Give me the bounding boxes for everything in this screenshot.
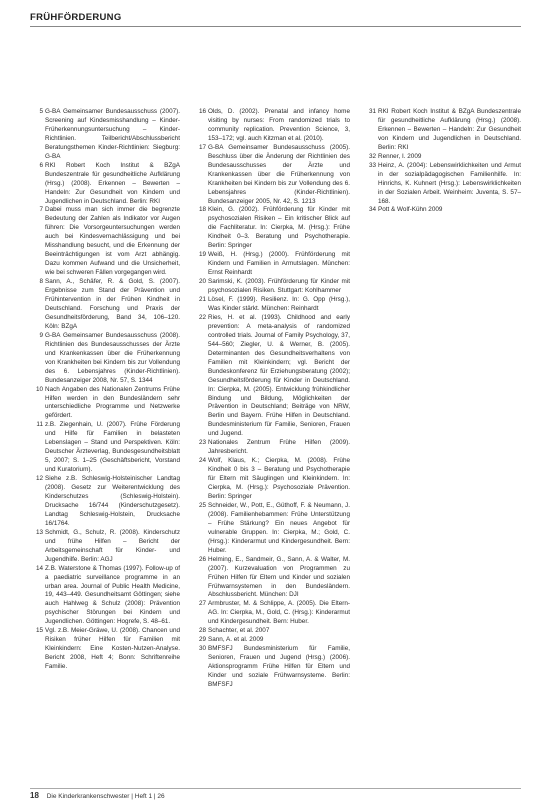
reference-text: RKI Robert Koch Institut & BZgA Bundeszentrale für gesundheitliche Aufklärung (Hrsg.) (2008). Erkennen – Bewerten – Handeln: Zur Gesundheit von Kindern und Jugendlichen in Deutschland. Berlin: RKI [45,161,180,205]
reference-item [30,108,180,162]
reference-number: 13 [35,528,43,536]
reference-column-1 [30,108,180,672]
reference-item [193,144,350,207]
reference-text: Siehe z.B. Schleswig-Holsteinischer Landtag (2008). Gesetz zur Weiterentwicklung des Kinderschutzes (Schleswig-Holstein). Drucksache 16/744 (Kinderschutzgesetz). Landtag Schleswig-Holstein, Drucksache 16/1764. [45,475,180,527]
reference-item [193,314,350,439]
reference-item [30,529,180,565]
reference-text: G-BA Gemeinsamer Bundesausschuss (2005). Beschluss über die Änderung der Richtlinien des Bundesausschusses der Ärzte und Krankenkassen über die Früherkennung von Krankheiten bei Kindern bis zur Vollendung des 6. Lebensjahres (Kinder-Richtlinien). Bundesanzeiger 2005, Nr. 42, S. 1213 [208,143,350,205]
reference-item [30,386,180,422]
reference-item [193,296,350,314]
reference-text: Renner, I. 2009 [378,152,422,160]
reference-number: 31 [368,108,376,115]
reference-text: z.B. Ziegenhain, U. (2007). Frühe Förderung und Hilfe für Familien in belasteten Lebenslagen – Stand und Perspektiven. Köln: Deutscher Ärzteverlag, Bundesgesundheitsblatt 5, 2007; S. 1–25 (Geschäftsbericht, Vorstand und Kuratorium). [45,421,180,474]
reference-number: 18 [198,206,206,214]
reference-text: Olds, D. (2002). Prenatal and infancy home visiting by nurses: From randomized trials to community replication. Prevention Science, 3, 153–172; vgl. auch Kitzman et al. (2010). [208,108,350,142]
reference-item [193,600,350,627]
reference-text: G-BA Gemeinsamer Bundesausschuss (2008). Richtlinien des Bundesausschusses der Ärzte und Krankenkassen über die Früherkennung von Krankheiten bei Kindern bis zur Vollendung des 6. Lebensjahres (Kinder-Richtlinien). Bundesanzeiger 2008, Nr. 57, S. 1344 [45,331,180,384]
reference-item [193,556,350,601]
reference-text: Klein, G. (2002). Frühförderung für Kinder mit psychosozialen Risiken – Ein kritischer Blick auf die Fachliteratur. In: Cierpka, M. (Hrsg.): Frühe Kindheit 0–3. Beratung und Psychotherapie. Berlin: Springer [208,206,350,250]
reference-item [193,251,350,278]
reference-item [193,439,350,457]
reference-item [193,206,350,251]
reference-number: 28 [198,627,206,635]
reference-number: 5 [39,108,43,115]
reference-text: Schneider, W., Pott, E., Güthoff, F. & Neumann, J. (2008). Familienhebammen: Frühe Unterstützung – Frühe Stärkung? Ein neues Angebot für vulnerable Gruppen. In: Cierpka, M.; Gold, C. (Hrsg.): Kinderarmut und Kindergesundheit. Bern: Huber. [208,501,350,554]
reference-item [30,332,180,386]
reference-number: 19 [198,251,206,259]
reference-number: 14 [35,564,43,572]
reference-number: 12 [35,475,43,483]
reference-text: Sann, A., Schäfer, R. & Gold, S. (2007). Ergebnisse zum Stand der Prävention und Frühintervention in der Frühen Kindheit in Deutschland. Forschung und Praxis der Gesundheitsförderung, Band 34, 106–120. Köln: BZgA [45,278,180,330]
reference-item [363,162,521,207]
reference-number: 17 [198,143,206,151]
reference-text: Schachter, et al. 2007 [208,627,270,635]
journal-line: Die Kinderkrankenschwester | Heft 1 | 26 [46,793,165,800]
reference-column-2 [193,108,350,690]
reference-text: Schmidt, G., Schulz, R. (2008). Kinderschutz und frühe Hilfen – Bericht der Arbeitsgemeinschaft für Kinder- und Jugendhilfe. Berlin: AGJ [45,528,180,563]
reference-number: 23 [198,439,206,447]
reference-item [30,421,180,475]
section-label: FRÜHFÖRDERUNG [30,12,122,23]
reference-text: Pott & Wolf-Kühn 2009 [378,206,443,214]
reference-text: Vgl. z.B. Meier-Gräwe, U. (2008). Chancen und Risiken früher Hilfen für Familien mit Kleinkindern: Eine Kosten-Nutzen-Analyse. Bericht 2008, Heft 4; Bonn: Schriftenreihe Familie. [45,627,180,671]
reference-number: 32 [368,152,376,160]
reference-text: Sann, A. et al. 2009 [208,636,264,644]
reference-number: 15 [35,627,43,635]
reference-number: 22 [198,313,206,321]
reference-number: 9 [39,331,43,339]
reference-text: RKI Robert Koch Institut & BZgA Bundeszentrale für gesundheitliche Aufklärung (Hrsg.) (2008). Erkennen – Bewerten – Handeln: Zur Gesundheit von Kindern und Jugendlichen in Deutschland. Berlin: RKI [378,108,521,151]
page-footer [30,791,165,800]
reference-item [363,153,521,162]
reference-number: 26 [198,555,206,563]
reference-text: Sarimski, K. (2003). Frühförderung für Kinder mit psychosozialen Risiken. Stuttgart: Kohlhammer [208,278,350,295]
reference-number: 29 [198,636,206,644]
reference-number: 16 [198,108,206,115]
reference-number: 8 [39,278,43,286]
reference-text: Lösel, F. (1999). Resilienz. In: G. Opp (Hrsg.), Was Kinder stärkt. München: Reinhardt [208,296,350,312]
reference-item [30,475,180,529]
reference-number: 21 [198,296,206,304]
reference-number: 24 [198,457,206,465]
reference-number: 25 [198,501,206,509]
reference-item [193,108,350,144]
reference-column-3 [363,108,521,215]
footer-divider [30,788,521,789]
reference-text: Z.B. Waterstone & Thomas (1997). Follow-up of a paediatric surveillance programme in an urban area. Journal of Public Health Medicine, 19, 443–449. Gesundheitsamt Göttingen; siehe auch Hahlweg & Schulz (2008): Prävention psychischer Störungen bei Kindern und Jugendlichen. Göttingen: Hogrefe, S. 48–61. [45,564,180,626]
header-divider [30,26,521,27]
reference-item [193,278,350,296]
reference-number: 30 [198,645,206,653]
reference-text: Helming, E., Sandmeir, G., Sann, A. & Walter, M. (2007). Kurzevaluation von Programmen zu Frühen Hilfen für Eltern und Kinder und sozialen Frühwarnsystemen in den Bundesländern. Abschlussbericht. München: DJI [208,555,350,599]
reference-item [193,645,350,690]
reference-item [30,278,180,332]
reference-number: 10 [35,385,43,393]
reference-text: Weiß, H. (Hrsg.) (2000). Frühförderung mit Kindern und Familien in Armutslagen. München: Ernst Reinhardt [208,251,350,277]
reference-text: Wolf, Klaus, K.; Cierpka, M. (2008). Frühe Kindheit 0 bis 3 – Beratung und Psychotherapie für Eltern mit Säuglingen und Kleinkindern. In: Cierpka, M. (Hrsg.): Psychosoziale Prävention. Berlin: Springer [208,457,350,500]
reference-text: Nach Angaben des Nationalen Zentrums Frühe Hilfen werden in den Bundesländern sehr unterschiedliche Programme und Netzwerke gefördert. [45,385,180,420]
reference-item [30,565,180,628]
reference-item [193,636,350,645]
reference-text: BMFSFJ Bundesministerium für Familie, Senioren, Frauen und Jugend (Hrsg.) (2006). Aktionsprogramm Frühe Hilfen für Eltern und Kinder und soziale Frühwarnsysteme. Berlin: BMFSFJ [208,645,350,688]
reference-number: 11 [36,421,43,429]
page-number: 18 [30,791,39,800]
reference-item [193,502,350,556]
reference-number: 6 [39,161,43,169]
reference-number: 7 [39,206,43,214]
reference-number: 27 [198,600,206,608]
reference-item [30,627,180,672]
reference-item [363,206,521,215]
reference-text: Nationales Zentrum Frühe Hilfen (2009). Jahresbericht. [208,439,350,456]
reference-text: G-BA Gemeinsamer Bundesausschuss (2007). Screening auf Kindesmisshandlung – Kinder-Früherkennungsuntersuchung – Kinder-Richtlinien. Teilbericht/Abschlussbericht Beratungsthemen Kinder-Richtlinien: Siegburg: G-BA [45,108,180,160]
reference-number: 20 [198,278,206,286]
reference-text: Ries, H. et al. (1993). Childhood and early prevention: A meta-analysis of randomized controlled trials. Journal of Family Psychology, 37, 544–560; Ziegler, U. & Werner, B. (2005). Determinanten des Gesundheitsverhaltens von Familien mit Kleinkindern; vgl. Bericht der Bundeskonferenz für Erziehungsberatung (2002); Gesundheitsförderung für Kinder in Deutschland. In: Cierpka, M. (2005). Entwicklung frühkindlicher Bindung und Bildung, Möglichkeiten der Prävention in Deutschland; Beiträge von NRW, Berlin und Bayern. Frühe Hilfen in Deutschland. Bundesministerium für Familie, Senioren, Frauen und Jugend. [208,313,350,438]
reference-item [30,162,180,207]
reference-text: Armbruster, M. & Schlippe, A. (2005). Die Eltern-AG. In: Cierpka, M., Gold, C. (Hrsg.): Kinderarmut und Kindergesundheit. Bern: Huber. [208,600,350,626]
reference-item [193,457,350,502]
reference-item [30,206,180,278]
reference-text: Heinz, A. (2004): Lebenswirklichkeiten und Armut in der sozialpädagogischen Familienhilfe. In: Hinrichs, K. Kuhnert (Hrsg.): Lebenswirklichkeiten in der Sozialen Arbeit. Weinheim: Juventa, S. 57–168. [378,161,521,205]
reference-item [363,108,521,153]
reference-item [193,627,350,636]
reference-number: 33 [368,161,376,169]
reference-text: Dabei muss man sich immer die begrenzte Bedeutung der Zahlen als Indikator vor Augen führen: Die Vorsorgeuntersuchungen werden auch bei Kindesvernachlässigung und bei Misshandlung besucht, und die Erkennung der Beeinträchtigungen ist vom Arzt abhängig. Dazu kommen Aufwand und die Unsicherheit, wie bei schweren Fällen vorgegangen wird. [45,206,180,277]
reference-number: 34 [368,206,376,214]
